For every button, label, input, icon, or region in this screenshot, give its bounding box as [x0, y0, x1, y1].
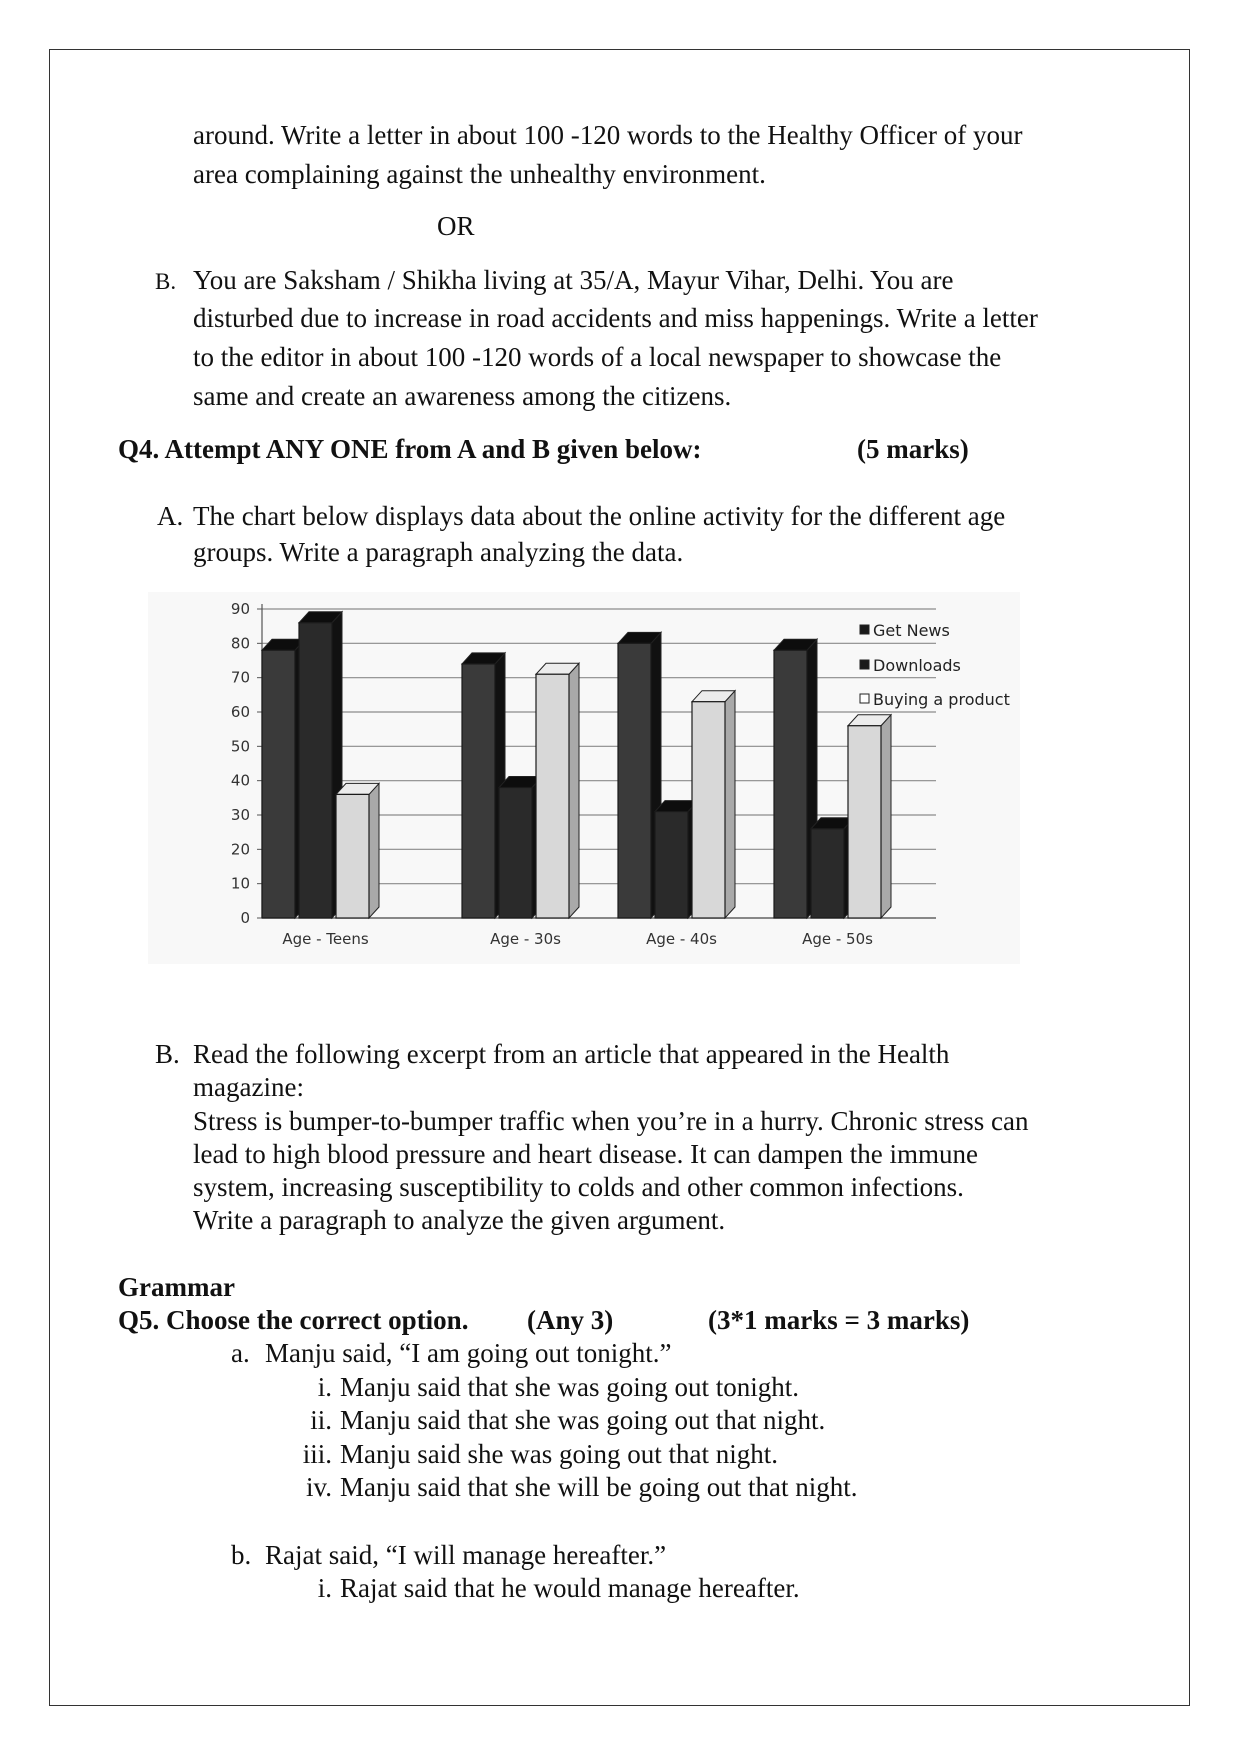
q5-a-option-num: ii. [310, 1405, 332, 1435]
q5-a-option-text: Manju said that she will be going out that night. [340, 1472, 858, 1502]
chart-svg [148, 592, 1020, 964]
q4-title: Q4. Attempt ANY ONE from A and B given below: [118, 434, 702, 464]
bar [848, 726, 881, 918]
q3-line-2: area complaining against the unhealthy environment. [193, 159, 766, 189]
q5-b-question: Rajat said, “I will manage hereafter.” [265, 1540, 667, 1570]
q3-b-marker: B. [155, 269, 177, 294]
y-tick-label: 60 [230, 703, 250, 721]
online-activity-chart [148, 592, 1020, 964]
q3-b-line-3: to the editor in about 100 -120 words of a local newspaper to showcase the [193, 342, 1002, 372]
q5-a-option-num: iv. [306, 1472, 332, 1502]
q4-b-marker: B. [155, 1039, 180, 1069]
q5-a-option-text: Manju said that she was going out tonight. [340, 1372, 799, 1402]
q5-a-marker: a. [231, 1338, 250, 1368]
q5-a-option-num: i. [317, 1372, 332, 1402]
legend-label: Buying a product [873, 690, 1010, 709]
q5-b-option-text: Rajat said that he would manage hereafter. [340, 1573, 800, 1603]
bar [774, 650, 807, 918]
y-tick-label: 30 [230, 806, 250, 824]
q4-a-line-2: groups. Write a paragraph analyzing the data. [193, 537, 684, 567]
x-tick-label: Age - Teens [282, 930, 369, 948]
legend-swatch [860, 625, 869, 634]
y-tick-label: 0 [240, 909, 250, 927]
bar-side [881, 715, 891, 918]
y-tick-label: 80 [230, 634, 250, 653]
x-tick-label: Age - 30s [490, 930, 561, 948]
y-tick-label: 90 [230, 600, 250, 618]
q5-a-question: Manju said, “I am going out tonight.” [265, 1338, 672, 1368]
bar [299, 623, 332, 918]
bar-side [725, 691, 735, 918]
q4-a-marker: A. [157, 501, 184, 531]
q5-any: (Any 3) [527, 1305, 614, 1335]
q4-b-line-3: Stress is bumper-to-bumper traffic when you’re in a hurry. Chronic stress can [193, 1106, 1029, 1136]
bar [692, 702, 725, 918]
legend-swatch [860, 660, 869, 669]
bar-side [369, 783, 379, 918]
q3-b-line-1: You are Saksham / Shikha living at 35/A, Mayur Vihar, Delhi. You are [193, 265, 954, 295]
bar-side [569, 663, 579, 918]
or-separator: OR [437, 211, 475, 241]
q4-b-line-5: system, increasing susceptibility to colds and other common infections. [193, 1172, 964, 1202]
q5-a-option-num: iii. [302, 1439, 332, 1469]
q4-b-line-6: Write a paragraph to analyze the given argument. [193, 1205, 726, 1235]
bar [811, 829, 844, 918]
q3-b-line-2: disturbed due to increase in road accidents and miss happenings. Write a letter [193, 303, 1038, 333]
q3-line-1: around. Write a letter in about 100 -120 words to the Healthy Officer of your [193, 120, 1023, 150]
bar [618, 643, 651, 918]
grammar-heading: Grammar [118, 1272, 235, 1302]
y-tick-label: 50 [230, 737, 250, 756]
bar [655, 812, 688, 918]
bar [336, 794, 369, 918]
q5-marks: (3*1 marks = 3 marks) [708, 1305, 970, 1335]
q5-a-option-text: Manju said she was going out that night. [340, 1439, 778, 1469]
q4-b-line-4: lead to high blood pressure and heart disease. It can dampen the immune [193, 1139, 979, 1169]
legend-label: Get News [873, 621, 950, 640]
q3-b-line-4: same and create an awareness among the citizens. [193, 381, 732, 411]
bar [262, 650, 295, 918]
bar [499, 788, 532, 918]
x-tick-label: Age - 40s [646, 930, 717, 948]
q5-b-marker: b. [231, 1540, 252, 1570]
q4-a-line-1: The chart below displays data about the online activity for the different age [193, 501, 1006, 531]
y-tick-label: 70 [230, 668, 250, 687]
q4-b-line-2: magazine: [193, 1072, 304, 1102]
legend-label: Downloads [873, 656, 961, 675]
legend-swatch [860, 694, 869, 703]
q5-b-option-num: i. [317, 1573, 332, 1603]
bar [462, 664, 495, 918]
y-tick-label: 10 [230, 874, 250, 893]
q5-a-option-text: Manju said that she was going out that night. [340, 1405, 826, 1435]
q5-title: Q5. Choose the correct option. [118, 1305, 469, 1335]
y-tick-label: 40 [230, 771, 250, 790]
q4-marks: (5 marks) [857, 434, 969, 464]
bar [536, 674, 569, 918]
q4-b-line-1: Read the following excerpt from an article that appeared in the Health [193, 1039, 950, 1069]
y-tick-label: 20 [230, 840, 250, 859]
x-tick-label: Age - 50s [802, 930, 873, 948]
